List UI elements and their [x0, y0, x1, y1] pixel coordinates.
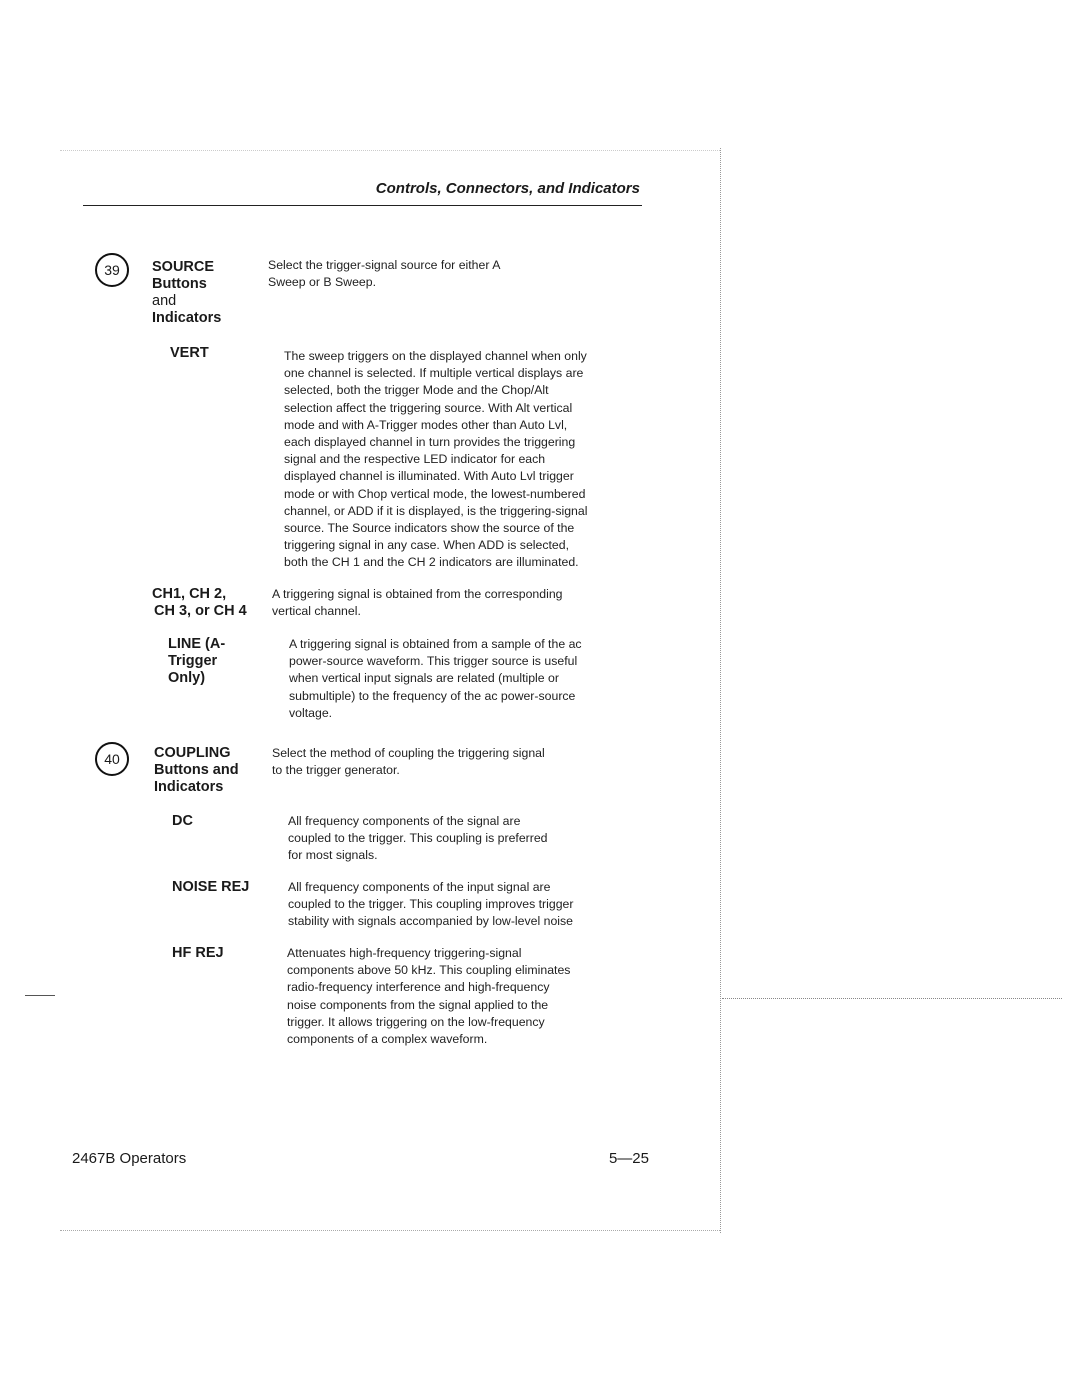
term-label: HF REJ: [172, 945, 224, 961]
description-line: trigger. It allows triggering on the low-frequency: [287, 1014, 545, 1029]
term-label: Buttons: [152, 276, 207, 292]
scan-edge-top: [60, 150, 720, 151]
description-line: selected, both the trigger Mode and the Chop/Alt: [284, 383, 549, 398]
description-line: Select the trigger-signal source for either A: [268, 258, 501, 272]
term-label: COUPLING: [154, 745, 231, 761]
description-line: radio-frequency interference and high-frequency: [287, 980, 550, 995]
description-line: coupled to the trigger. This coupling is preferred: [288, 831, 548, 846]
description-line: stability with signals accompanied by low-level noise: [288, 914, 574, 929]
term-label: Only): [168, 670, 206, 686]
term-label: CH1, CH 2,: [152, 586, 227, 602]
description-line: mode or with Chop vertical mode, the lowest-numbered: [284, 486, 586, 501]
header-rule: [83, 205, 642, 206]
term-label: Indicators: [154, 779, 224, 795]
term-label: and: [152, 293, 177, 309]
term-label: SOURCE: [152, 259, 215, 275]
description-line: both the CH 1 and the CH 2 indicators are illuminated.: [284, 555, 579, 570]
description-line: Select the method of coupling the triggering signal: [272, 746, 545, 760]
description-line: components of a complex waveform.: [287, 1032, 488, 1046]
term-label: CH 3, or CH 4: [154, 603, 247, 619]
description-line: Sweep or B Sweep.: [268, 275, 377, 290]
scan-edge-bottom: [60, 1230, 720, 1231]
callout-number: 40: [95, 742, 129, 776]
description-line: All frequency components of the signal are: [288, 814, 521, 828]
description-line: to the trigger generator.: [272, 763, 400, 778]
description-line: voltage.: [289, 705, 333, 720]
callout-number: 39: [95, 253, 129, 287]
description-line: channel, or ADD if it is displayed, is the triggering-signal: [284, 503, 588, 518]
term-label: DC: [172, 813, 193, 829]
description-line: when vertical input signals are related (multiple or: [289, 671, 559, 686]
description-line: each displayed channel in turn provides the triggering: [284, 435, 576, 449]
description-line: signal and the respective LED indicator for each: [284, 452, 546, 467]
description-line: selection affect the triggering source. With Alt vertical: [284, 400, 573, 415]
description-line: A triggering signal is obtained from a sample of the ac: [289, 637, 582, 651]
scan-mark-line: [722, 998, 1062, 999]
term-label: Trigger: [168, 653, 218, 669]
description-line: The sweep triggers on the displayed channel when only: [284, 349, 587, 363]
term-label: Buttons and: [154, 762, 239, 778]
description-line: noise components from the signal applied to the: [287, 997, 549, 1012]
description-line: components above 50 kHz. This coupling eliminates: [287, 963, 571, 978]
scan-edge-right: [720, 148, 721, 1233]
description-line: power-source waveform. This trigger source is useful: [289, 654, 578, 669]
description-line: mode and with A-Trigger modes other than Auto Lvl,: [284, 417, 568, 432]
description-line: Attenuates high-frequency triggering-signal: [287, 946, 522, 960]
term-label: VERT: [170, 345, 209, 361]
description-line: source. The Source indicators show the source of the: [284, 521, 575, 535]
description-line: vertical channel.: [272, 604, 361, 619]
footer-page-number: 5—25: [608, 1150, 649, 1167]
description-line: displayed channel is illuminated. With Auto Lvl trigger: [284, 469, 574, 484]
running-header: Controls, Connectors, and Indicators: [375, 180, 640, 197]
description-line: coupled to the trigger. This coupling improves trigger: [288, 897, 574, 912]
footer-manual-title: 2467B Operators: [72, 1150, 187, 1167]
description-line: All frequency components of the input signal are: [288, 880, 551, 894]
description-line: for most signals.: [288, 848, 378, 863]
description-line: triggering signal in any case. When ADD is selected,: [284, 538, 570, 553]
term-label: LINE (A-: [168, 636, 226, 652]
scan-mark-dash: [25, 995, 55, 996]
description-line: submultiple) to the frequency of the ac power-source: [289, 688, 576, 703]
description-line: A triggering signal is obtained from the corresponding: [272, 587, 563, 601]
description-line: one channel is selected. If multiple vertical displays are: [284, 366, 584, 381]
term-label: NOISE REJ: [172, 879, 250, 895]
term-label: Indicators: [152, 310, 222, 326]
